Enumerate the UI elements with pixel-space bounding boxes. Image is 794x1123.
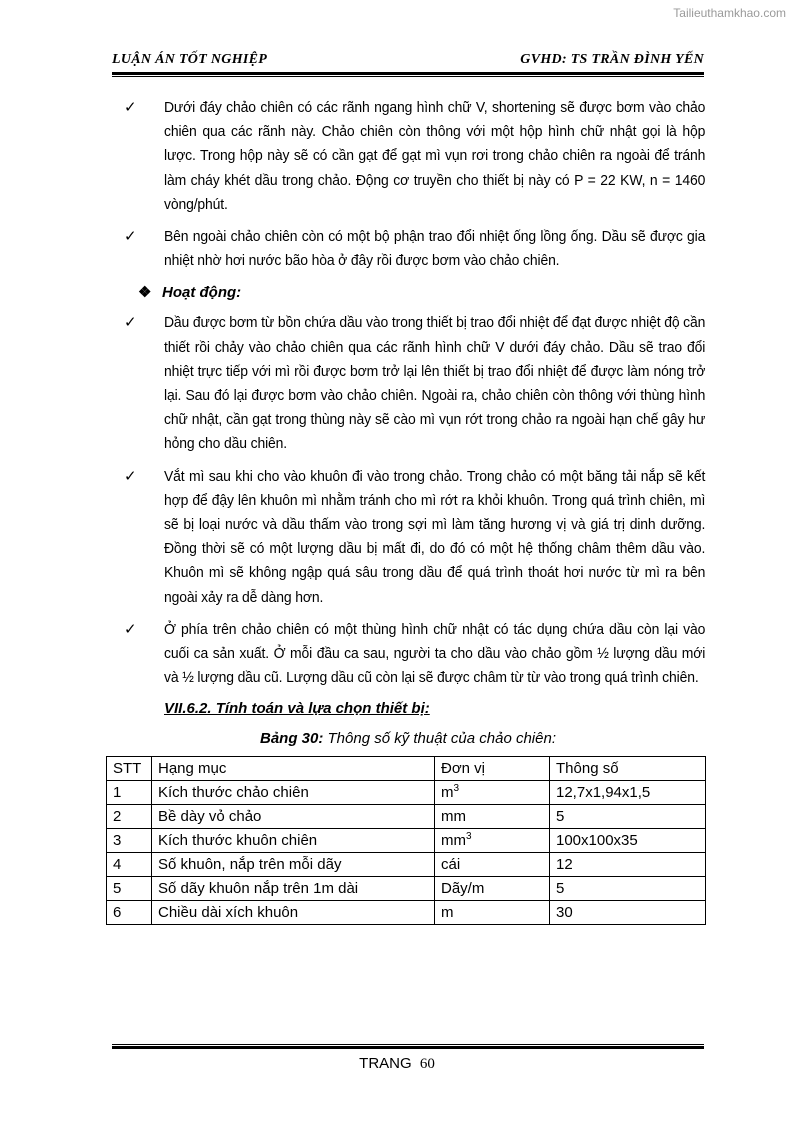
table-cell: 5	[550, 805, 706, 829]
paragraph: Bên ngoài chảo chiên còn có một bộ phận trao đổi nhiệt ống lồng ống. Dầu sẽ được gia nhiệt nhờ hơi nước bão hòa ở đây rồi được bơm vào chảo chiên.	[164, 228, 706, 270]
footer-label: TRANG	[359, 1055, 412, 1072]
check-icon: ✓	[124, 99, 137, 116]
table-caption-text: Thông số kỹ thuật của chảo chiên:	[323, 730, 556, 748]
table-cell: 3	[107, 829, 152, 853]
table-cell	[435, 853, 550, 877]
table-cell: Chiều dài xích khuôn	[152, 901, 435, 925]
check-icon: ✓	[124, 467, 137, 485]
table-caption	[112, 728, 704, 750]
table-cell: 6	[107, 901, 152, 925]
section-title: VII.6.2. Tính toán và lựa chọn thiết bị:	[164, 700, 430, 718]
footer-rule	[112, 1044, 704, 1049]
table-cell: Số khuôn, nắp trên mỗi dãy	[152, 853, 435, 877]
table-cell: 5	[107, 877, 152, 901]
unit: m	[441, 903, 454, 921]
paragraph: Dầu được bơm từ bồn chứa dầu vào trong thiết bị trao đổi nhiệt để đạt được nhiệt độ cần thiết rồi chảy vào chảo chiên qua các rãnh hình chữ V dưới đáy chảo. Dầu sẽ trao đổi nhiệt trực tiếp với mì rồi được bơm trở lại lên thiết bị trao đổi nhiệt để được làm nóng trở lại. Sau đó lại được bơm vào chảo chiên. Ngoài ra, chảo chiên còn thông với thùng hình chữ nhật, cần gạt trong thùng này sẽ cào mì vụn rớt trong chảo ra ngoài hạn chế gây hư hỏng cho dầu chiên.	[164, 314, 706, 453]
page-header	[112, 52, 704, 68]
table-row	[107, 781, 706, 805]
table-header-row	[107, 757, 706, 781]
table-cell: 12	[550, 853, 706, 877]
table-header-cell: Hạng mục	[152, 757, 435, 781]
table-caption-label: Bảng 30:	[259, 730, 324, 748]
list-item	[112, 225, 704, 273]
table-row	[107, 805, 706, 829]
unit: mm	[441, 807, 466, 825]
watermark: Tailieuthamkhao.com	[673, 6, 786, 20]
table-row	[107, 829, 706, 853]
table-header-cell: Đơn vị	[435, 757, 550, 781]
unit: mm	[441, 831, 466, 849]
paragraph: Vắt mì sau khi cho vào khuôn đi vào trong chảo. Trong chảo có một băng tải nắp sẽ kết hợp để đậy lên khuôn mì nhằm tránh cho mì rớt ra khỏi khuôn. Trong quá trình chiên, mì sẽ bị loại nước và dầu thấm vào trong sợi mì làm tăng hương vị và giá trị dinh dưỡng. Đồng thời sẽ có một lượng dầu bị mất đi, do đó có một hệ thống châm thêm dầu vào. Khuôn mì sẽ không ngập quá sâu trong dầu để quá trình thoát hơi nước từ mì ra bên ngoài xảy ra dễ dàng hơn.	[164, 467, 706, 606]
paragraph: Ở phía trên chảo chiên có một thùng hình chữ nhật có tác dụng chứa dầu còn lại vào cuối ca sản xuất. Ở mỗi đầu ca sau, người ta cho dầu vào chảo gồm ½ lượng dầu mới và ½ lượng dầu cũ. Lượng dầu cũ còn lại sẽ được châm từ từ vào trong quá trình chiên.	[164, 620, 706, 687]
subheading-text: Hoạt động:	[162, 284, 242, 302]
table-cell: Bề dày vỏ chảo	[152, 805, 435, 829]
table-row	[107, 877, 706, 901]
header-rule	[112, 72, 704, 77]
table-row	[107, 853, 706, 877]
paragraph: Dưới đáy chảo chiên có các rãnh ngang hình chữ V, shortening sẽ được bơm vào chảo chiên qua các rãnh này. Chảo chiên còn thông với một hộp hình chữ nhật gọi là hộp lược. Trong hộp này sẽ có cần gạt để gạt mì vụn rơi trong chảo chiên ra ngoài để tránh làm cháy khét dầu trong chảo. Động cơ truyền cho thiết bị này có P = 22 KW, n = 1460 vòng/phút.	[164, 99, 706, 213]
list-item	[112, 618, 704, 691]
page-footer	[0, 1055, 794, 1073]
page-number: 60	[419, 1056, 435, 1072]
table-cell: 12,7x1,94x1,5	[550, 781, 706, 805]
table-cell: 100x100x35	[550, 829, 706, 853]
table-cell: Kích thước khuôn chiên	[152, 829, 435, 853]
table-header-cell: Thông số	[550, 757, 706, 781]
unit: cái	[441, 855, 461, 873]
table-cell: 30	[550, 901, 706, 925]
table-cell	[435, 805, 550, 829]
unit: Dãy/m	[441, 879, 485, 897]
header-right-advisor: GVHD: TS TRẦN ĐÌNH YẾN	[520, 52, 704, 67]
table-cell: Số dãy khuôn nắp trên 1m dài	[152, 877, 435, 901]
unit-exponent: 3	[453, 782, 460, 794]
table-cell	[435, 877, 550, 901]
diamond-bullet-icon: ❖	[138, 284, 152, 302]
table-row	[107, 901, 706, 925]
table-cell: 1	[107, 781, 152, 805]
table-header-cell: STT	[107, 757, 152, 781]
table-cell	[435, 901, 550, 925]
spec-table	[106, 756, 706, 925]
unit-exponent: 3	[466, 830, 472, 842]
table-cell	[435, 829, 550, 853]
table-cell: 2	[107, 805, 152, 829]
unit: m	[441, 783, 454, 801]
table-cell: 5	[550, 877, 706, 901]
table-cell: Kích thước chảo chiên	[152, 781, 435, 805]
list-item	[112, 311, 704, 456]
list-item	[112, 465, 704, 610]
subheading	[138, 281, 704, 305]
table-cell	[435, 781, 550, 805]
check-icon: ✓	[124, 620, 137, 638]
list-item	[112, 96, 704, 217]
header-left-title: LUẬN ÁN TỐT NGHIỆP	[112, 52, 268, 67]
table-cell: 4	[107, 853, 152, 877]
check-icon: ✓	[124, 314, 137, 332]
check-icon: ✓	[124, 228, 137, 246]
page-content	[112, 96, 704, 925]
